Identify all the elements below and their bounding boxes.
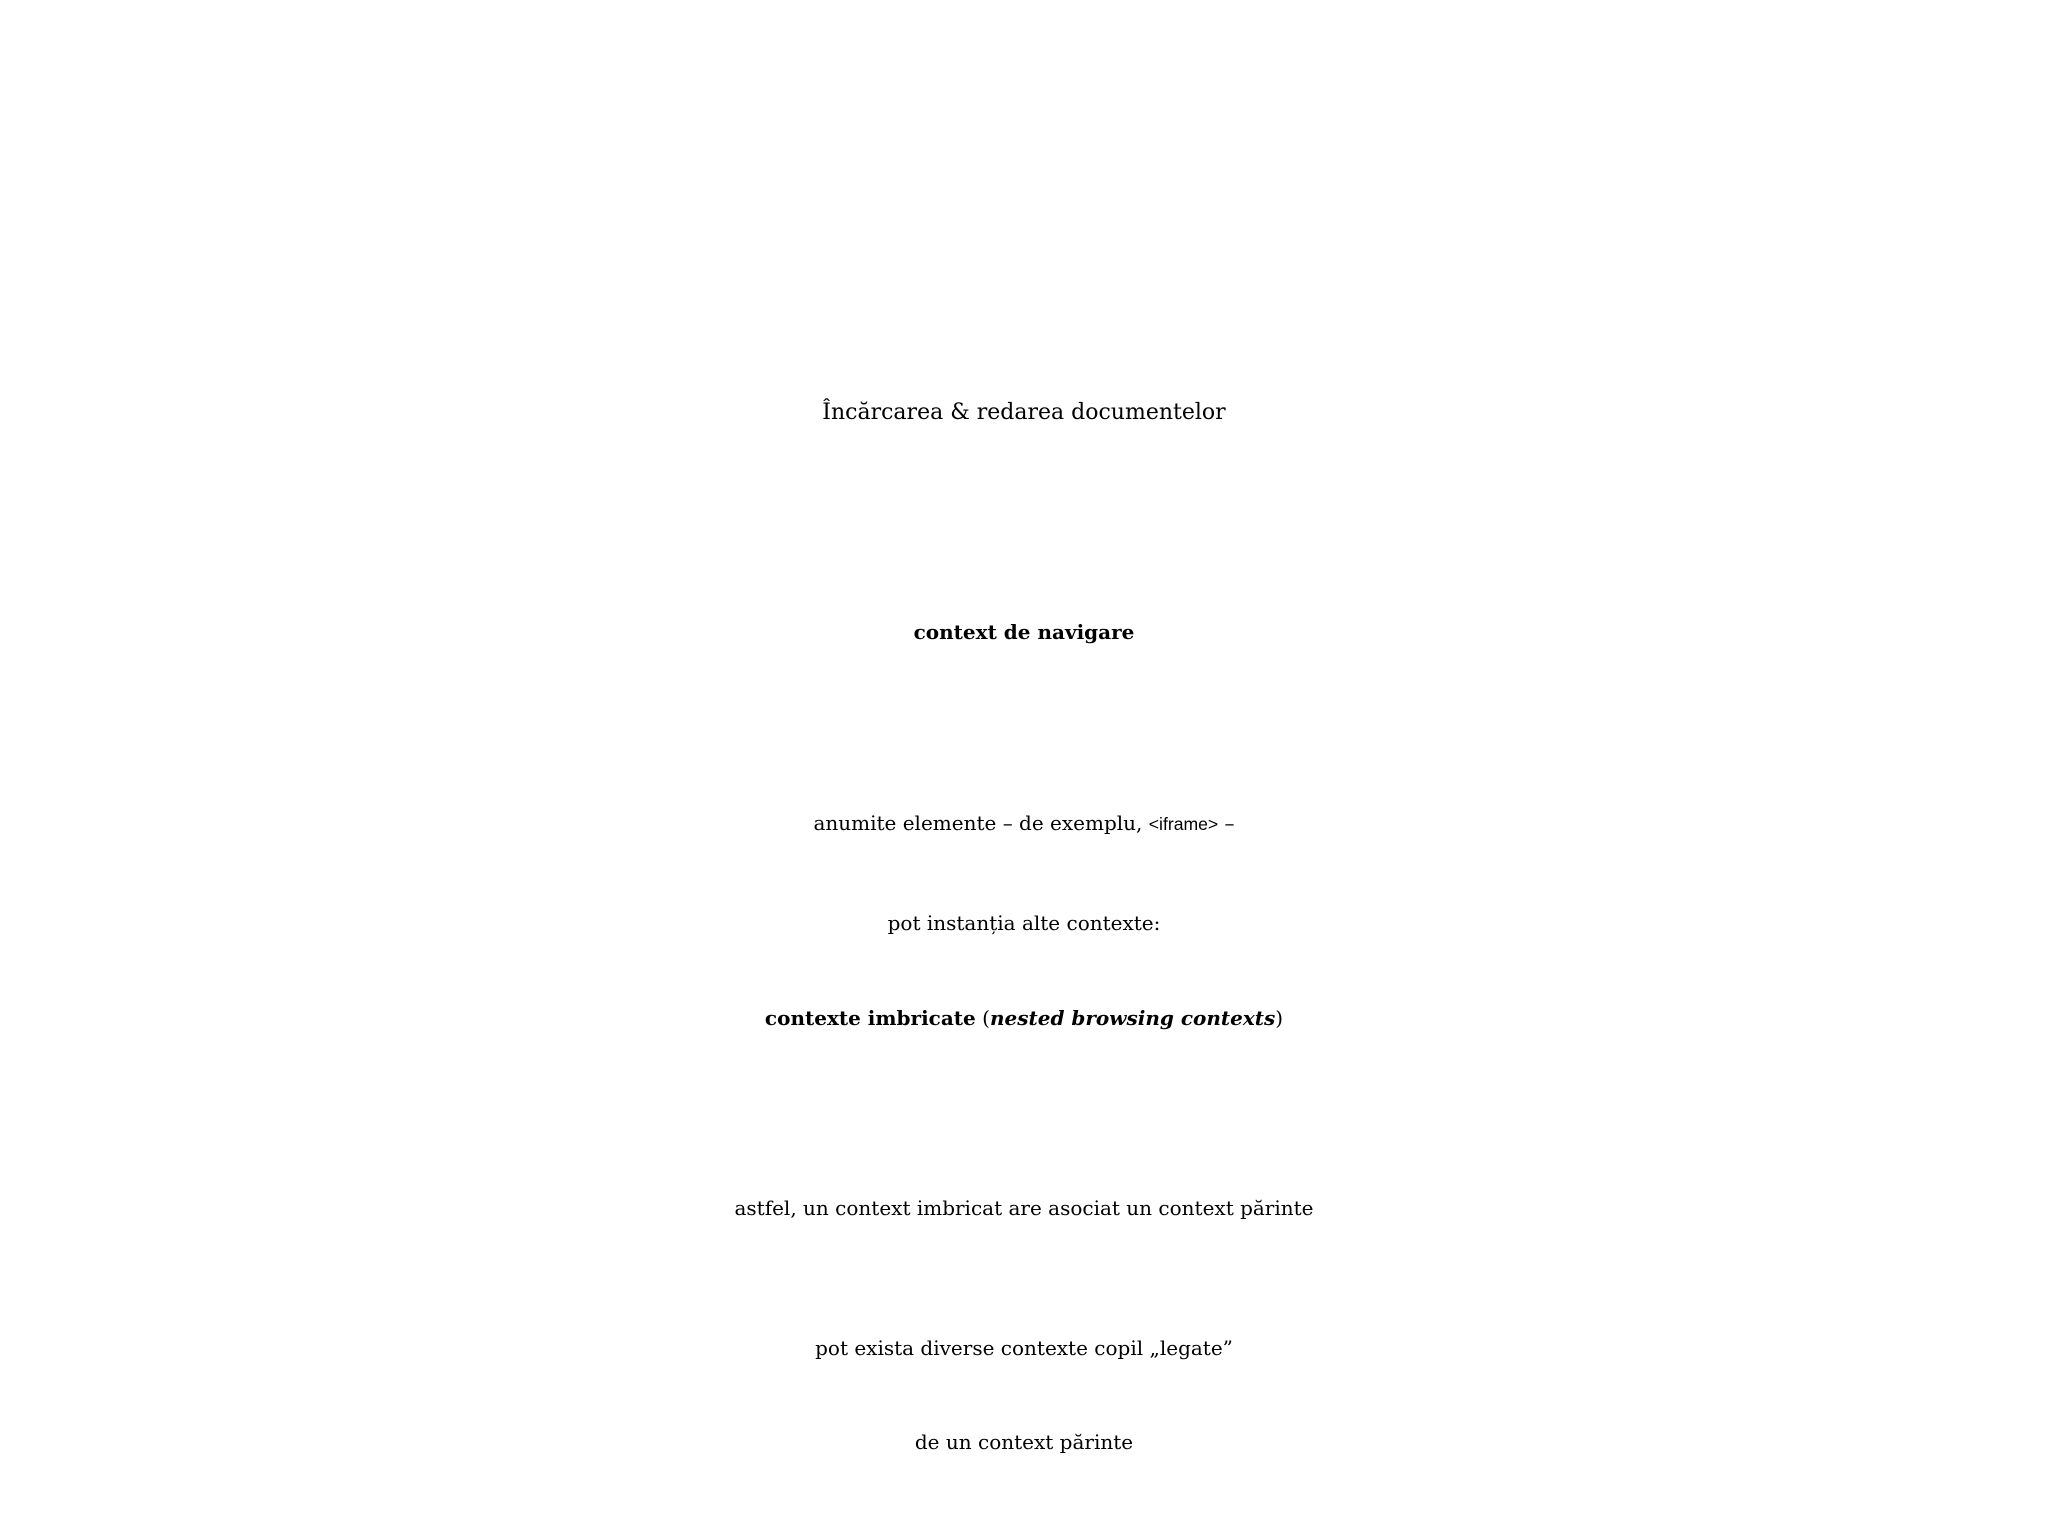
paragraph1-line2: pot instanția alte contexte: [887,911,1161,935]
paragraph1-line1-text: anumite elemente – de exemplu, [813,811,1149,835]
paragraph1-line1 [0,813,2048,834]
slide-title: Încărcarea & redarea documentelor [822,400,1226,425]
slide-subtitle: context de navigare [913,620,1135,644]
paren-close: ) [1275,1006,1284,1030]
paragraph1-line1-dash: – [1218,811,1235,835]
iframe-code: <iframe> [1148,814,1219,834]
nested-contexts-english: nested browsing contexts [989,1006,1276,1030]
paragraph1-line3 [0,1008,2048,1028]
paragraph2: astfel, un context imbricat are asociat un context părinte [734,1196,1314,1220]
paragraph3-line1: pot exista diverse contexte copil „legate” [815,1336,1233,1360]
paragraph3-line2: de un context părinte [914,1430,1134,1454]
nested-contexts-term: contexte imbricate [764,1006,976,1030]
paren-open: ( [975,1006,990,1030]
